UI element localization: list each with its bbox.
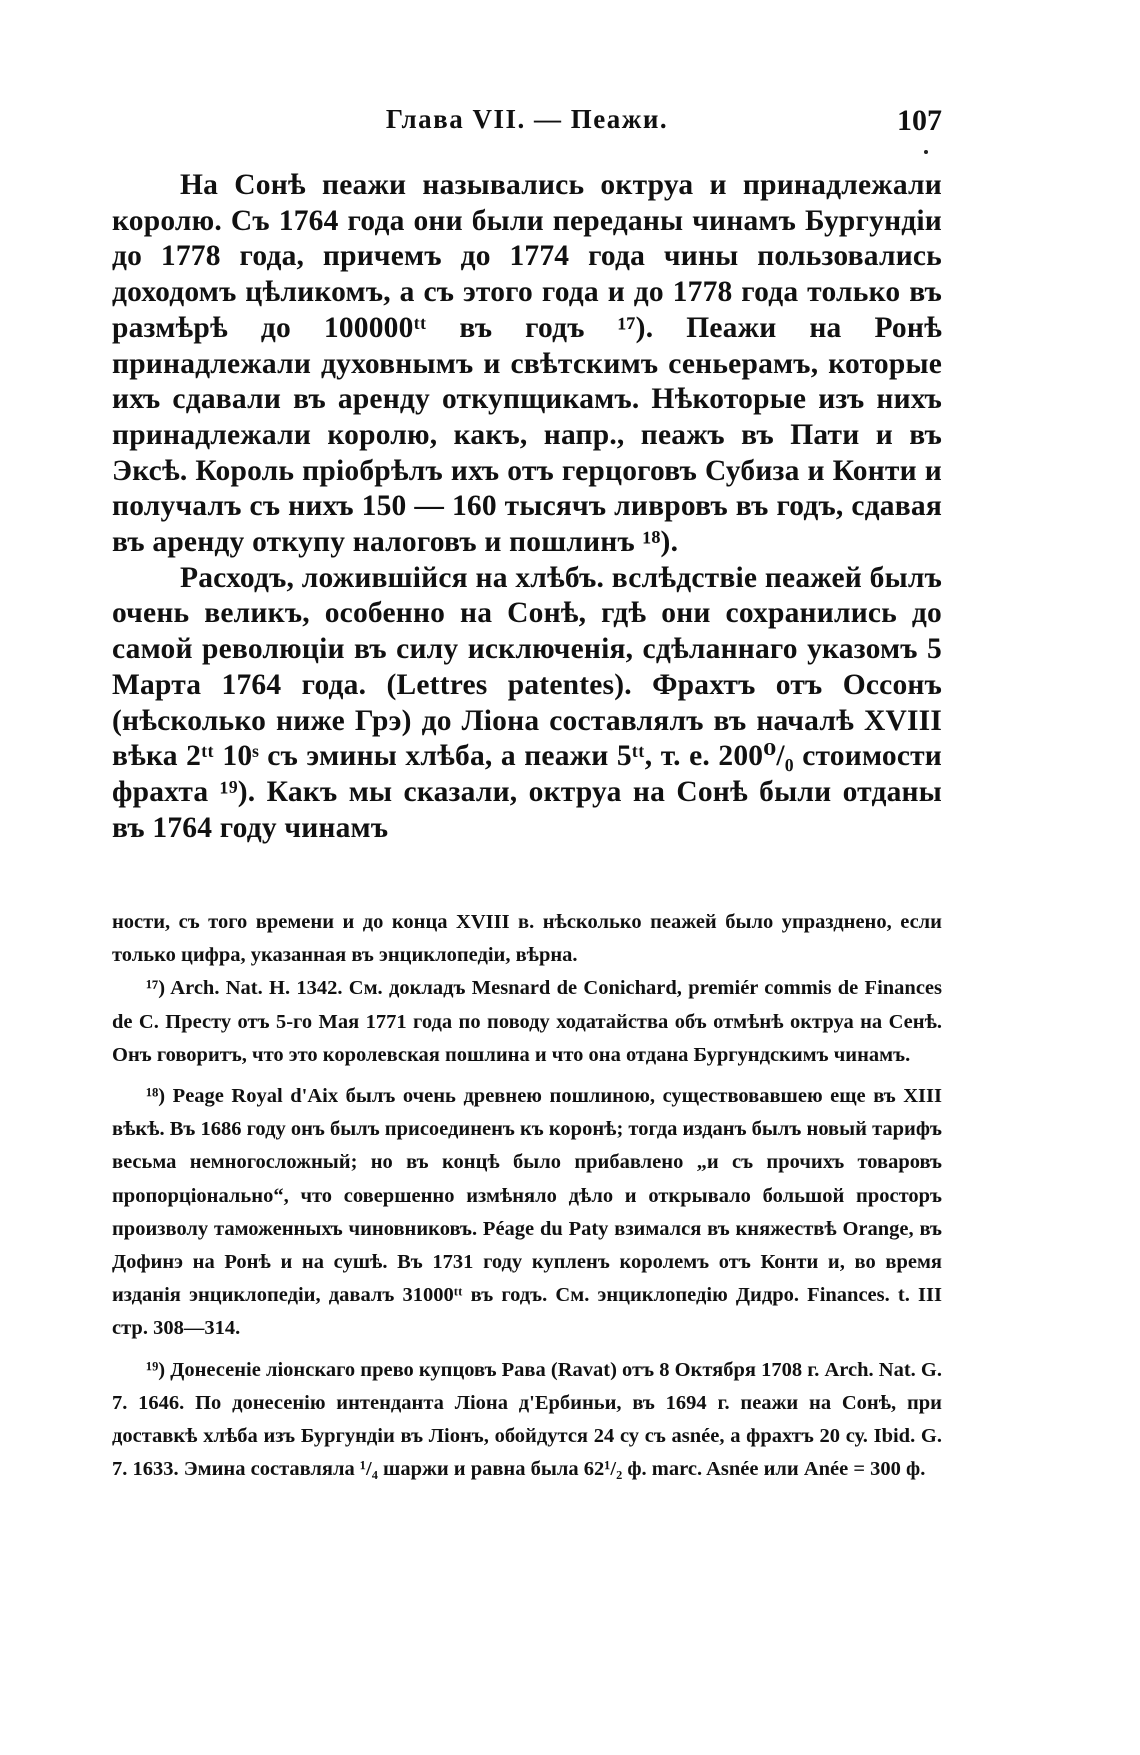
footnotes bbox=[112, 906, 942, 1486]
paragraph: На Сонѣ пеажи назывались октруа и принадлежали королю. Съ 1764 года они были переданы чинамъ Бургундіи до 1778 года, причемъ до 1774 года чины пользовались доходомъ цѣликомъ, а съ этого года и до 1778 года только въ размѣрѣ до 100000ᵗᵗ въ годъ ¹⁷). Пеажи на Ронѣ принадлежали духовнымъ и свѣтскимъ сеньерамъ, которые ихъ сдавали въ аренду откупщикамъ. Нѣкоторые изъ нихъ принадлежали королю, какъ, напр., пеажъ въ Пати и въ Эксѣ. Король пріобрѣлъ ихъ отъ герцоговъ Субиза и Конти и получалъ съ нихъ 150 — 160 тысячъ ливровъ въ годъ, сдавая въ аренду откупу налоговъ и пошлинъ ¹⁸). bbox=[112, 169, 942, 559]
print-speck bbox=[924, 150, 928, 154]
main-text bbox=[112, 168, 942, 846]
footnote-17 bbox=[112, 972, 942, 1072]
footnote-text: Arch. Nat. H. 1342. См. докладъ Mesnard de Conichard, premiér commis de Finances de C. Престу отъ 5-го Мая 1771 года по поводу ходатайства объ отмѣнѣ октруа на Сенѣ. Онъ говоритъ, что это королевская пошлина и что она отдана Бургундскимъ чинамъ. bbox=[112, 977, 942, 1066]
footnote-marker: ¹⁸) bbox=[146, 1085, 166, 1108]
footnote-18 bbox=[112, 1080, 942, 1346]
running-head bbox=[112, 104, 942, 144]
footnote-marker: ¹⁹) bbox=[146, 1358, 166, 1381]
footnote-19 bbox=[112, 1354, 942, 1487]
footnote-text: Донесеніе ліонскаго прево купцовъ Рава (Ravat) отъ 8 Октября 1708 г. Arch. Nat. G. 7. 1646. По донесенію интенданта Ліона д'Ербиньи, въ 1694 г. пеажи на Сонѣ, при доставкѣ хлѣба изъ Бургундіи въ Ліонъ, обойдутся 24 су съ asnée, а фрахтъ 20 су. Ibid. G. 7. 1633. Эмина составляла ¹/₄ шаржи и равна была 62¹/₂ ф. marc. Asnée или Anée = 300 ф. bbox=[112, 1358, 942, 1481]
footnote-continuation: ности, съ того времени и до конца XVIII в. нѣсколько пеажей было упразднено, если только цифра, указанная въ энциклопедіи, вѣрна. bbox=[112, 911, 942, 967]
paragraph: Расходъ, ложившійся на хлѣбъ. вслѣдствіе пеажей былъ очень великъ, особенно на Сонѣ, гдѣ они сохранились до самой революціи въ силу исключенія, сдѣланнаго указомъ 5 Марта 1764 года. (Lettres patentes). Фрахтъ отъ Оссонъ (нѣсколько ниже Грэ) до Ліона составлялъ въ началѣ XVIII вѣка 2ᵗᵗ 10ˢ съ эмины хлѣба, а пеажи 5ᵗᵗ, т. е. 200⁰/₀ стоимости фрахта ¹⁹). Какъ мы сказали, октруа на Сонѣ были отданы въ 1764 году чинамъ bbox=[112, 561, 942, 844]
footnote-text: Peage Royal d'Aix былъ очень древнею пошлиною, существовавшею еще въ XIII вѣкѣ. Въ 1686 году онъ былъ присоединенъ къ коронѣ; тогда изданъ былъ новый тарифъ весьма немногосложный; но въ концѣ было прибавлено „и съ прочихъ товаровъ пропорціонально“, что совершенно измѣняло дѣло и открывало большой просторъ произволу таможенныхъ чиновниковъ. Péage du Paty взимался въ княжествѣ Orange, въ Дофинэ на Ронѣ и на сушѣ. Въ 1731 году купленъ королемъ отъ Конти и, во время изданія энциклопедіи, давалъ 31000ᵗᵗ въ годъ. См. энциклопедію Дидро. Finances. t. III стр. 308—314. bbox=[112, 1085, 942, 1340]
page-number: 107 bbox=[897, 104, 942, 137]
chapter-title: Глава VII. — Пеажи. bbox=[385, 104, 669, 134]
footnote-marker: ¹⁷) bbox=[146, 977, 166, 1000]
